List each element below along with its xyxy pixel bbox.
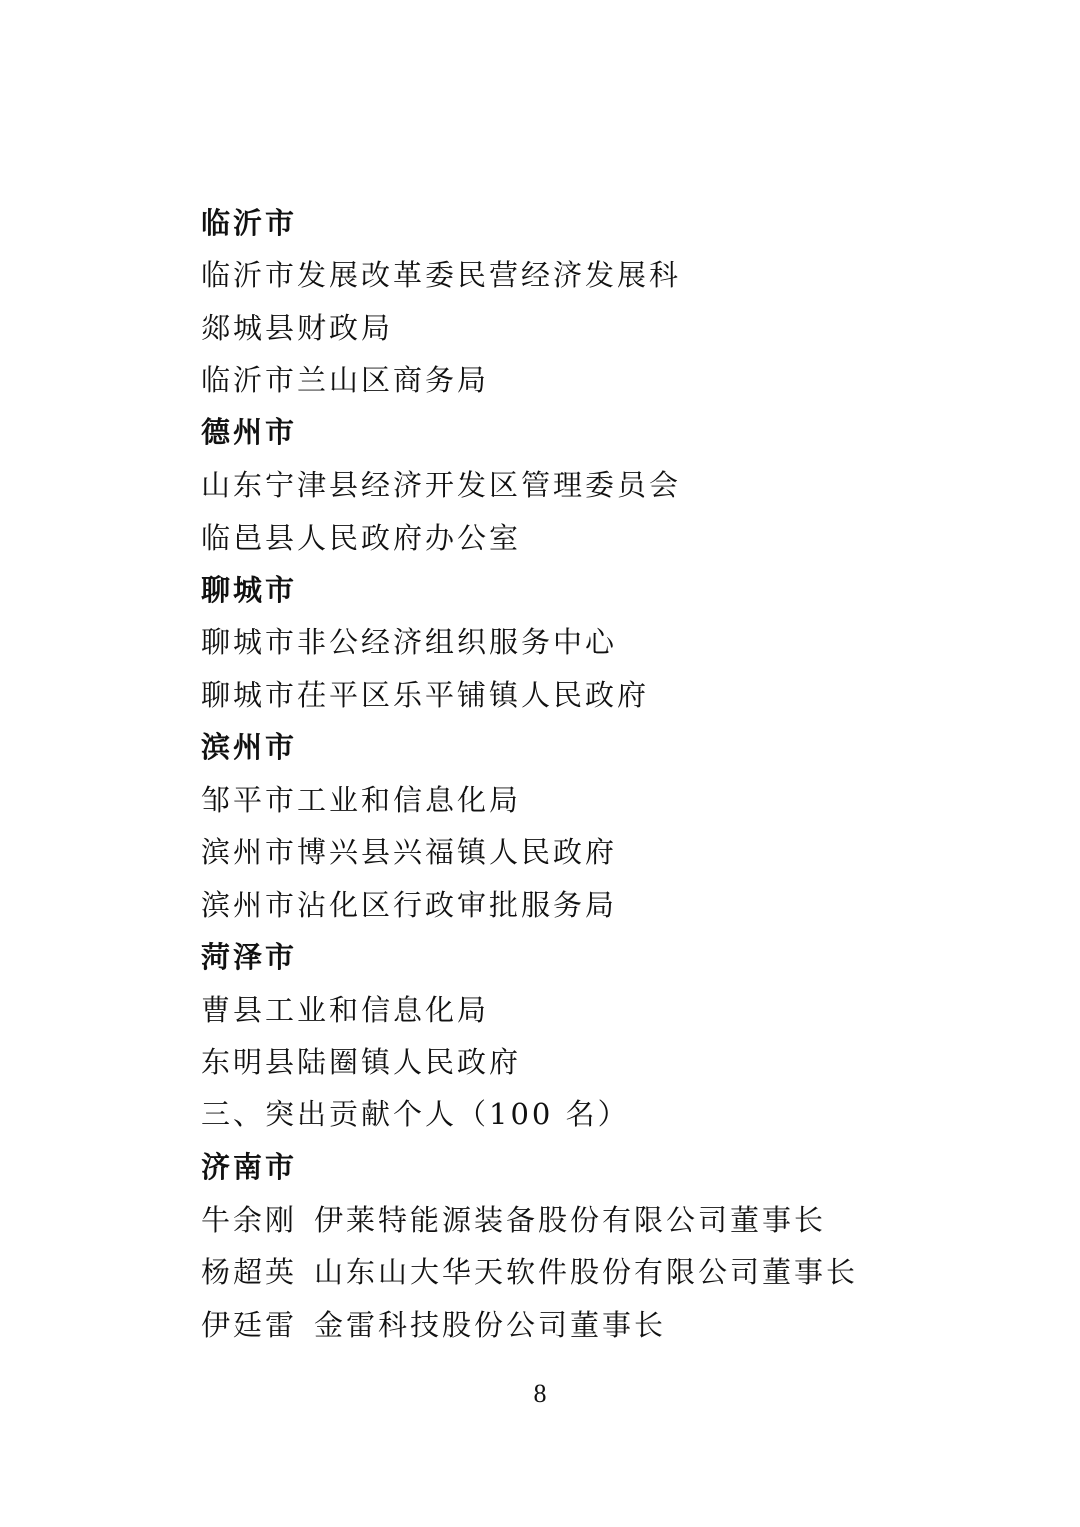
person-name: 伊廷雷 <box>201 1308 298 1342</box>
city-heading-heze: 菏泽市 <box>201 940 298 974</box>
city-heading-binzhou: 滨州市 <box>201 730 298 764</box>
person-role: 金雷科技股份公司董事长 <box>314 1308 667 1342</box>
person-row <box>201 1200 826 1240</box>
person-row <box>201 1252 858 1292</box>
list-item: 聊城市茌平区乐平铺镇人民政府 <box>201 678 650 712</box>
list-item: 临沂市发展改革委民营经济发展科 <box>201 258 682 292</box>
city-heading-dezhou: 德州市 <box>201 415 298 449</box>
list-item: 山东宁津县经济开发区管理委员会 <box>201 468 682 502</box>
person-name: 杨超英 <box>201 1255 298 1289</box>
person-role: 伊莱特能源装备股份有限公司董事长 <box>314 1203 827 1237</box>
list-item: 邹平市工业和信息化局 <box>201 783 522 817</box>
list-item: 滨州市沾化区行政审批服务局 <box>201 888 618 922</box>
section-count: （100 名） <box>457 1097 630 1131</box>
person-name: 牛余刚 <box>201 1203 298 1237</box>
list-item: 聊城市非公经济组织服务中心 <box>201 625 618 659</box>
page-number: 8 <box>533 1379 547 1408</box>
list-item: 临邑县人民政府办公室 <box>201 521 522 555</box>
city-heading-liaocheng: 聊城市 <box>201 573 298 607</box>
section-heading <box>201 1094 630 1134</box>
list-item: 临沂市兰山区商务局 <box>201 363 490 397</box>
list-item: 郯城县财政局 <box>201 311 394 345</box>
person-row <box>201 1305 666 1345</box>
list-item: 曹县工业和信息化局 <box>201 993 490 1027</box>
city-heading-jinan: 济南市 <box>201 1150 298 1184</box>
city-heading-linyi: 临沂市 <box>201 206 298 240</box>
section-title: 三、突出贡献个人 <box>201 1097 458 1131</box>
list-item: 滨州市博兴县兴福镇人民政府 <box>201 835 618 869</box>
person-role: 山东山大华天软件股份有限公司董事长 <box>314 1255 859 1289</box>
list-item: 东明县陆圈镇人民政府 <box>201 1045 522 1079</box>
